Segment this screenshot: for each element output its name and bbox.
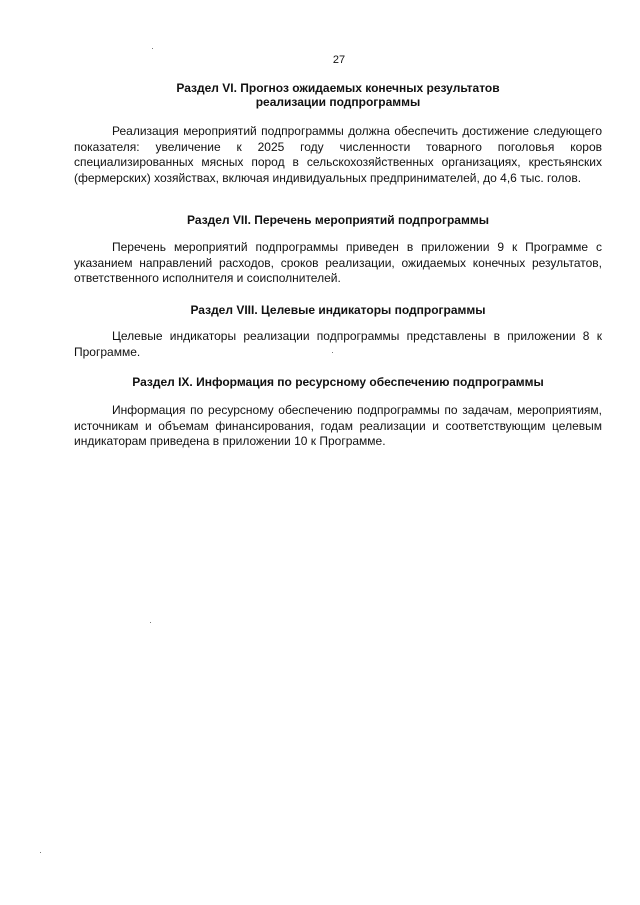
section-9-paragraph: Информация по ресурсному обеспечению подпрограммы по задачам, мероприятиям, источникам и объемам финансирования, годам реализации и соответствующим целевым индикаторам приведена в приложении 10 к Программе. — [74, 403, 602, 448]
section-7-heading: Раздел VII. Перечень мероприятий подпрограммы — [187, 213, 489, 227]
page-number: 27 — [332, 54, 346, 66]
section-8-heading: Раздел VIII. Целевые индикаторы подпрограммы — [190, 303, 486, 317]
section-6-heading-line1: Раздел VI. Прогноз ожидаемых конечных результатов — [176, 81, 500, 95]
scan-speck — [40, 852, 41, 853]
section-6-heading — [74, 81, 602, 109]
section-6-heading-line2: реализации подпрограммы — [255, 95, 421, 109]
section-9-heading: Раздел IX. Информация по ресурсному обеспечению подпрограммы — [132, 375, 544, 389]
section-6-paragraph: Реализация мероприятий подпрограммы должна обеспечить достижение следующего показателя: увеличение к 2025 году численности товарного поголовья коров специализированных мясных пород в сельскохозяйственных организациях, крестьянских (фермерских) хозяйствах, включая индивидуальных предпринимателей, до 4,6 тыс. голов. — [74, 124, 602, 185]
scan-speck — [332, 352, 333, 353]
section-8-paragraph: Целевые индикаторы реализации подпрограммы представлены в приложении 8 к Программе. — [74, 329, 602, 359]
scan-speck — [150, 622, 151, 623]
scan-speck — [152, 48, 153, 49]
section-7-paragraph: Перечень мероприятий подпрограммы приведен в приложении 9 к Программе с указанием направлений расходов, сроков реализации, ожидаемых конечных результатов, ответственного исполнителя и соисполнителей. — [74, 240, 602, 285]
